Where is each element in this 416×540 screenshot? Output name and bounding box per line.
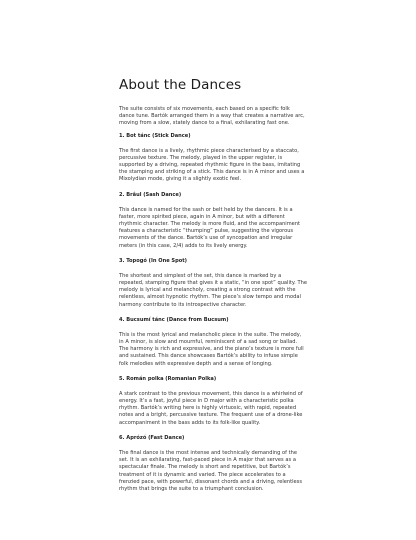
intro-paragraph: The suite consists of six movements, each based on a specific folk dance tune. Bartók arranged them in a way that creates a narrative arc, moving from a slow, stately dance to a final, exhilarating fast one.	[119, 106, 305, 127]
section-heading: 5. Román polka (Romanian Polka)	[119, 375, 217, 382]
section-sash-dance	[119, 192, 307, 250]
section-body: The first dance is a lively, rhythmic piece characterised by a staccato, percussive texture. The melody, played in the upper register, is supported by a driving, repeated rhythmic figure in the bass, imitating the stamping and striking of a stick. This dance is in A minor and uses a Mixolydian mode, giving it a slightly exotic feel.	[119, 147, 305, 183]
section-body: The shortest and simplest of the set, this dance is marked by a repeated, stamping figure that gives it a static, “in one spot” quality. The melody is lyrical and melancholy, creating a strong contrast with the relentless, almost hypnotic rhythm. The piece’s slow tempo and modal harmony contribute to its introspective character.	[119, 272, 307, 308]
section-body: This dance is named for the sash or belt held by the dancers. It is a faster, more spirited piece, again in A minor, but with a different rhythmic character. The melody is more fluid, and the accompaniment features a characteristic “thumping” pulse, suggesting the vigorous movements of the dance. Bartók’s use of syncopation and irregular meters (in this case, 2/4) adds to its lively energy.	[119, 206, 301, 249]
section-heading: 6. Aprózó (Fast Dance)	[119, 434, 185, 441]
section-body: This is the most lyrical and melancholic piece in the suite. The melody, in A minor, is slow and mournful, reminiscent of a sad song or ballad. The harmony is rich and expressive, and the piano’s texture is more full and sustained. This dance showcases Bartók’s ability to infuse simple folk melodies with expressive depth and a sense of longing.	[119, 331, 304, 367]
section-heading: 4. Bucsumí tánc (Dance from Bucsum)	[119, 316, 229, 323]
section-body: A stark contrast to the previous movement, this dance is a whirlwind of energy. It’s a fast, joyful piece in D major with a characteristic polka rhythm. Bartók’s writing here is highly virtuosic, with rapid, repeated notes and a bright, percussive texture. The frequent use of a drone-like accompaniment in the bass adds to its folk-like quality.	[119, 390, 303, 426]
section-stick-dance	[119, 133, 307, 184]
section-body: The final dance is the most intense and technically demanding of the set. It is an exhilarating, fast-paced piece in A major that serves as a spectacular finale. The melody is short and repetitive, but Bartók’s treatment of it is dynamic and varied. The piece accelerates to a frenzied pace, with powerful, dissonant chords and a driving, relentless rhythm that brings the suite to a triumphant conclusion.	[119, 449, 302, 492]
section-in-one-spot	[119, 258, 307, 309]
section-heading: 1. Bot tánc (Stick Dance)	[119, 132, 191, 139]
section-heading: 3. Topogó (In One Spot)	[119, 257, 187, 264]
section-fast-dance	[119, 435, 307, 493]
document-page	[119, 77, 307, 501]
section-dance-from-bucsum	[119, 317, 307, 368]
section-romanian-polka	[119, 376, 307, 427]
section-heading: 2. Brâul (Sash Dance)	[119, 191, 182, 198]
page-title: About the Dances	[119, 77, 242, 93]
